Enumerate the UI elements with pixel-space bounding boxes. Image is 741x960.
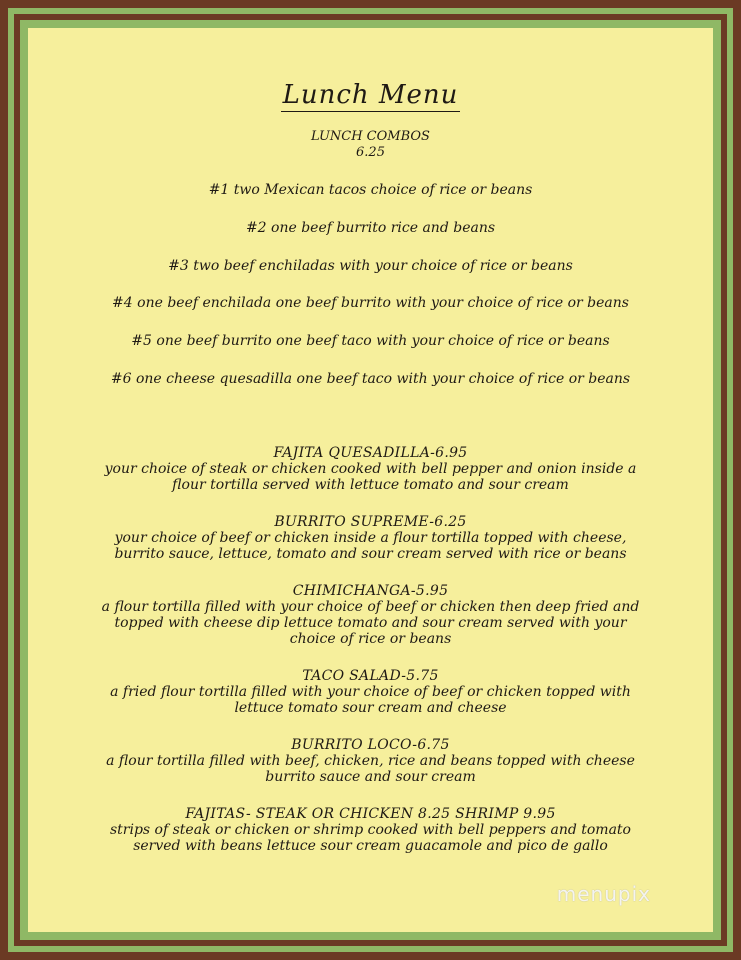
combo-item: #2 one beef burrito rice and beans xyxy=(245,220,496,236)
menu-item xyxy=(98,668,643,716)
menu-item-name: TACO SALAD-5.75 xyxy=(302,668,439,684)
menu-item-name: FAJITA QUESADILLA-6.95 xyxy=(273,445,468,461)
menu-item-name: BURRITO LOCO-6.75 xyxy=(291,737,450,753)
menu-item-name: CHIMICHANGA-5.95 xyxy=(292,583,449,599)
combo-item: #6 one cheese quesadilla one beef taco with your choice of rice or beans xyxy=(110,371,631,387)
menu-item xyxy=(98,514,643,562)
combos-price: 6.25 xyxy=(356,145,385,160)
menu-item-description: your choice of steak or chicken cooked with bell pepper and onion inside a flour tortilla served with lettuce tomato and sour cream xyxy=(104,461,637,493)
menu-item-description: your choice of beef or chicken inside a flour tortilla topped with cheese, burrito sauce, lettuce, tomato and sour cream served with rice or beans xyxy=(114,530,627,562)
combo-item: #3 two beef enchiladas with your choice of rice or beans xyxy=(168,258,573,274)
combo-item: #5 one beef burrito one beef taco with your choice of rice or beans xyxy=(131,333,610,349)
menu-item xyxy=(98,583,643,647)
watermark-logo: menupix xyxy=(556,882,651,906)
menu-item-description: strips of steak or chicken or shrimp cooked with bell peppers and tomato served with beans lettuce sour cream guacamole and pico de gallo xyxy=(109,822,631,854)
menu-item-name: FAJITAS- STEAK OR CHICKEN 8.25 SHRIMP 9.95 xyxy=(185,806,556,822)
combos-header xyxy=(28,129,713,161)
menu-item-description: a fried flour tortilla filled with your choice of beef or chicken topped with lettuce tomato sour cream and cheese xyxy=(110,684,631,716)
menu-title: Lunch Menu xyxy=(282,80,459,110)
menu-item xyxy=(98,445,643,493)
menu-item-description: a flour tortilla filled with your choice of beef or chicken then deep fried and topped with cheese dip lettuce tomato and sour cream served with your choice of rice or beans xyxy=(101,599,640,647)
menu-item xyxy=(98,737,643,785)
menu-item-description: a flour tortilla filled with beef, chicken, rice and beans topped with cheese burrito sauce and sour cream xyxy=(106,753,635,785)
combo-item: #1 two Mexican tacos choice of rice or beans xyxy=(208,182,533,198)
combos-heading: LUNCH COMBOS xyxy=(311,129,430,144)
combo-item: #4 one beef enchilada one beef burrito with your choice of rice or beans xyxy=(112,295,629,311)
menu-item-name: BURRITO SUPREME-6.25 xyxy=(274,514,467,530)
menu-page xyxy=(28,28,713,932)
menu-item xyxy=(98,806,643,854)
